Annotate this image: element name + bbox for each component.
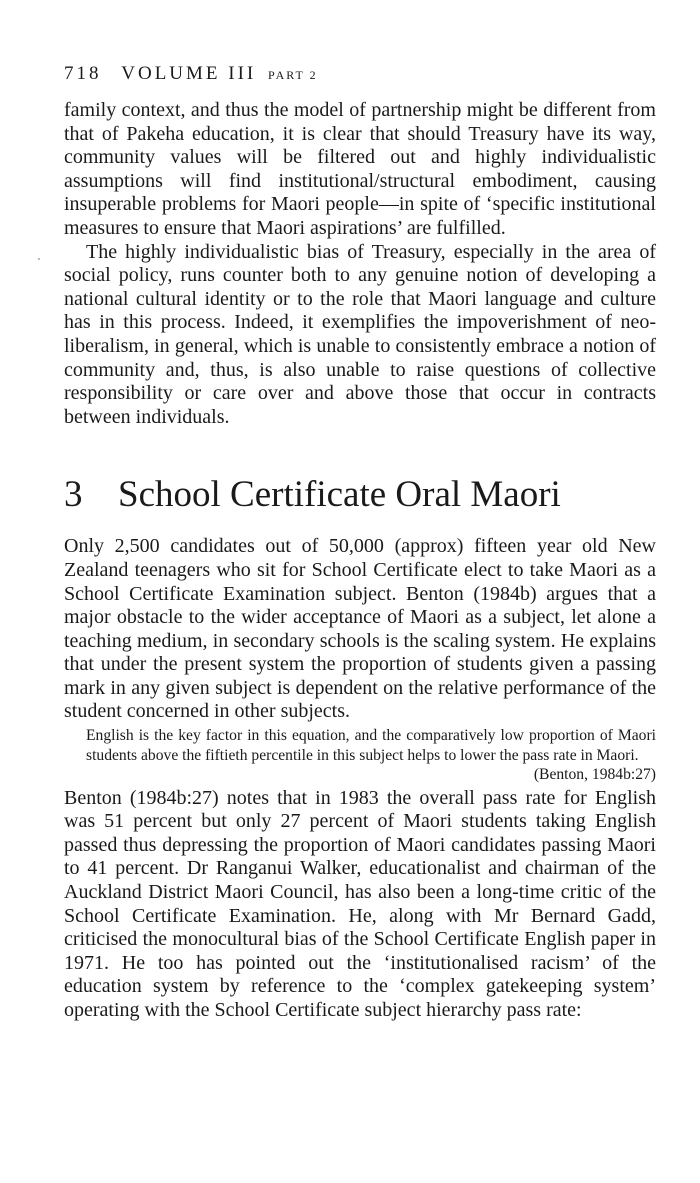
paragraph-2: The highly individualistic bias of Treasury, especially in the area of social policy, runs counter both to any genuine notion of developing a national cultural identity or to the role that Maori language and culture has in this process. Indeed, it exemplifies the impoverishment of neo-liberalism, in general, which is unable to consistently embrace a notion of community and, thus, is also unable to raise questions of collective responsibility or care over and above those that occur in contracts between individuals. (64, 240, 656, 428)
margin-mark (38, 258, 40, 260)
running-head (64, 62, 656, 87)
part-label: PART 2 (268, 68, 318, 82)
quote-citation: (Benton, 1984b:27) (533, 766, 656, 784)
paragraph-4: Benton (1984b:27) notes that in 1983 the overall pass rate for English was 51 percent but only 27 percent of Maori students taking English passed thus depressing the proportion of Maori candidates passing Maori to 41 percent. Dr Ranganui Walker, educationalist and chairman of the Auckland District Maori Council, has also been a long-time critic of the School Certificate Examination. He, along with Mr Bernard Gadd, criticised the monocultural bias of the School Certificate English paper in 1971. He too has pointed out the ‘institutionalised racism’ of the education system by reference to the ‘complex gatekeeping system’ operating with the School Certificate subject hierarchy pass rate: (64, 786, 656, 1021)
page-number: 718 (64, 63, 102, 84)
quote-text: English is the key factor in this equation, and the comparatively low proportion of Maori students above the fiftieth percentile in this subject helps to lower the pass rate in Maori. (86, 727, 656, 764)
section-heading (64, 473, 656, 517)
volume-label: VOLUME III (121, 63, 257, 84)
paragraph-3: Only 2,500 candidates out of 50,000 (approx) fifteen year old New Zealand teenagers who sit for School Certificate elect to take Maori as a School Certificate Examination subject. Benton (1984b) argues that a major obstacle to the wider acceptance of Maori as a subject, let alone a teaching medium, in secondary schools is the scaling system. He explains that under the present system the proportion of students given a passing mark in any given subject is dependent on the relative performance of the student concerned in other subjects. (64, 535, 656, 723)
section-number: 3 (64, 474, 83, 516)
section-title: School Certificate Oral Maori (118, 474, 561, 516)
paragraph-1: family context, and thus the model of partnership might be different from that of Pakeha education, it is clear that should Treasury have its way, community values will be filtered out and highly individualistic assumptions will find institutional/structural embodiment, causing insuperable problems for Maori people—in spite of ‘specific institutional measures to ensure that Maori aspirations’ are fulfilled. (64, 99, 656, 239)
page (64, 62, 656, 1023)
block-quote (86, 726, 656, 785)
